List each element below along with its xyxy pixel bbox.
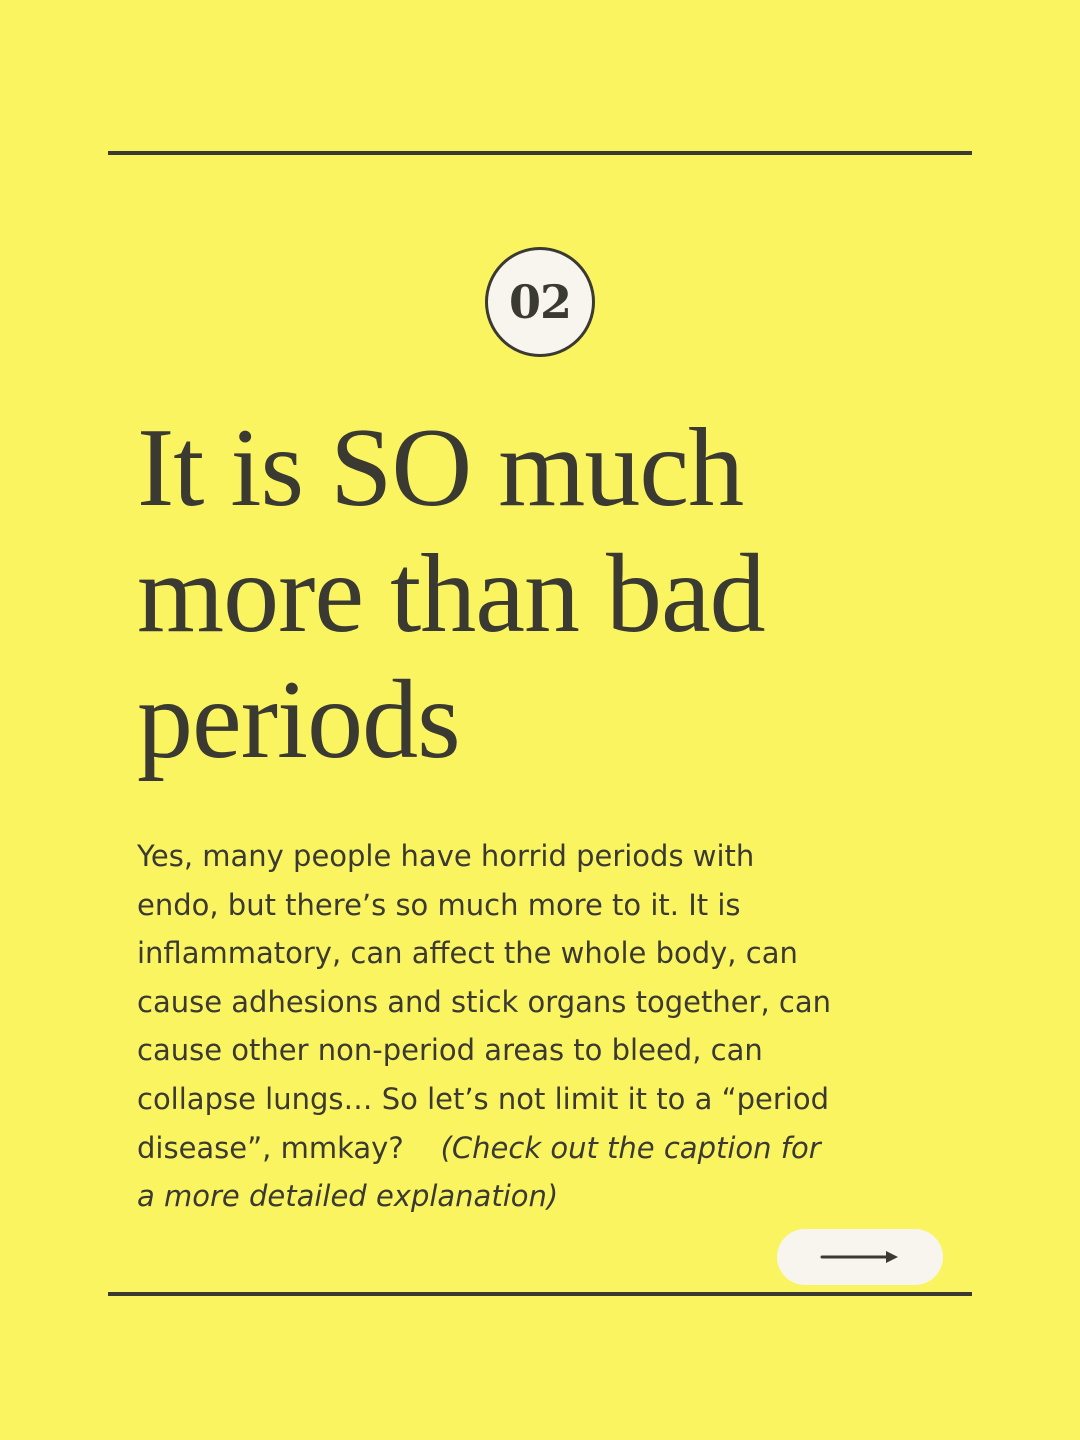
body-line-last [137, 1124, 967, 1173]
body-line: disease”, mmkay? [137, 1130, 404, 1165]
caption-note: (Check out the caption for [440, 1130, 821, 1165]
bottom-divider [108, 1292, 972, 1296]
body-line: Yes, many people have horrid periods with [137, 839, 755, 873]
body-line: cause other non-period areas to bleed, can [137, 1033, 763, 1068]
caption-note-continued: a more detailed explanation) [137, 1179, 559, 1214]
slide-number: 02 [508, 275, 571, 329]
body-paragraph [137, 832, 967, 1221]
headline [137, 405, 957, 783]
headline-line: more than bad [137, 532, 765, 656]
arrow-right-icon [820, 1247, 900, 1267]
body-line: collapse lungs… So let’s not limit it to a “period [137, 1081, 829, 1116]
body-line: endo, but there’s so much more to it. It is [137, 887, 741, 922]
body-line: inflammatory, can affect the whole body, can [137, 936, 798, 971]
body-line: cause adhesions and stick organs together, can [137, 984, 832, 1019]
top-divider [108, 151, 972, 155]
headline-line: It is SO much [137, 406, 744, 530]
next-slide-button[interactable] [777, 1229, 943, 1285]
headline-line: periods [137, 658, 460, 782]
slide-number-badge [485, 247, 595, 357]
